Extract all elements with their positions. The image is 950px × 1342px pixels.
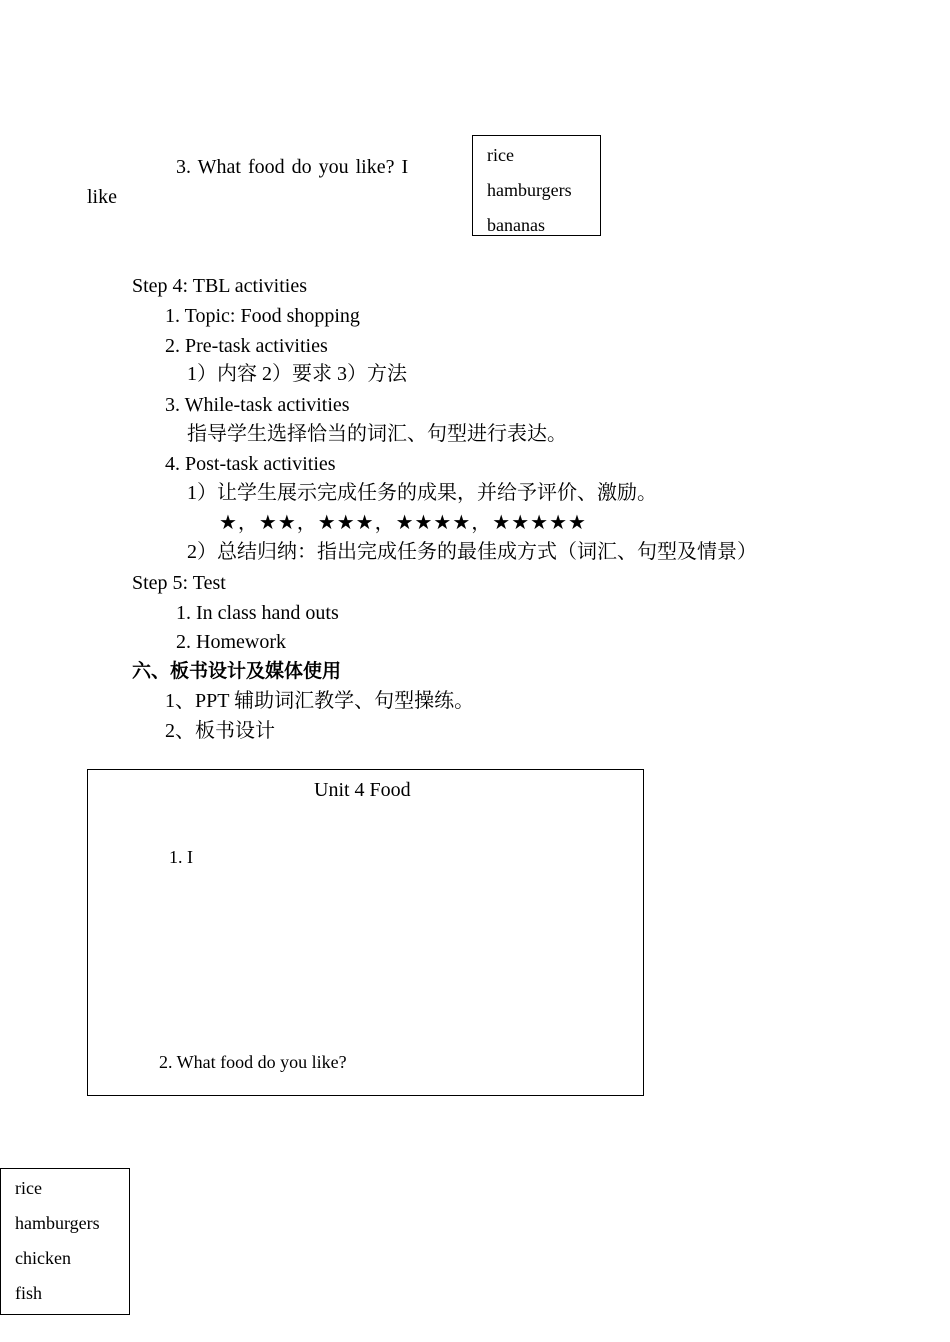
word-box-top: [472, 135, 601, 236]
step4-pre-task: 2. Pre-task activities: [165, 335, 328, 357]
word-box-item: hamburgers: [15, 1213, 100, 1233]
section6-heading: 六、板书设计及媒体使用: [132, 660, 342, 682]
question-3-text: 3. What food do you like? I: [176, 156, 409, 178]
word-box-item: hamburgers: [487, 180, 572, 200]
step4-post-task-item1: 1）让学生展示完成任务的成果，并给予评价、激励。: [187, 482, 657, 504]
board-line-1: 1. I: [169, 847, 193, 867]
section6-item1: 1、PPT 辅助词汇教学、句型操练。: [165, 690, 475, 712]
step4-while-task-detail: 指导学生选择恰当的词汇、句型进行表达。: [187, 423, 567, 445]
step4-post-task: 4. Post-task activities: [165, 453, 336, 475]
step4-topic: 1. Topic: Food shopping: [165, 305, 360, 327]
word-box-item: fish: [15, 1283, 42, 1303]
word-box-item: rice: [487, 145, 514, 165]
rating-stars: ★，★★，★★★，★★★★，★★★★★: [219, 512, 587, 534]
step4-pre-task-items: 1）内容 2）要求 3）方法: [187, 363, 407, 385]
board-design-box: [87, 769, 644, 1096]
step4-while-task: 3. While-task activities: [165, 394, 350, 416]
step5-item1: 1. In class hand outs: [176, 602, 339, 624]
step4-title: Step 4: TBL activities: [132, 275, 307, 297]
word-box-item: rice: [15, 1178, 42, 1198]
board-title: Unit 4 Food: [314, 779, 411, 801]
word-box-item: bananas: [487, 215, 545, 235]
board-line-2: 2. What food do you like?: [159, 1052, 347, 1072]
question-3-continuation: like: [87, 186, 117, 208]
word-box-item: chicken: [15, 1248, 71, 1268]
word-box-bottom: [0, 1168, 130, 1315]
section6-item2: 2、板书设计: [165, 720, 275, 742]
step4-post-task-item2: 2）总结归纳：指出完成任务的最佳成方式（词汇、句型及情景）: [187, 541, 757, 563]
step5-title: Step 5: Test: [132, 572, 226, 594]
step5-item2: 2. Homework: [176, 631, 286, 653]
